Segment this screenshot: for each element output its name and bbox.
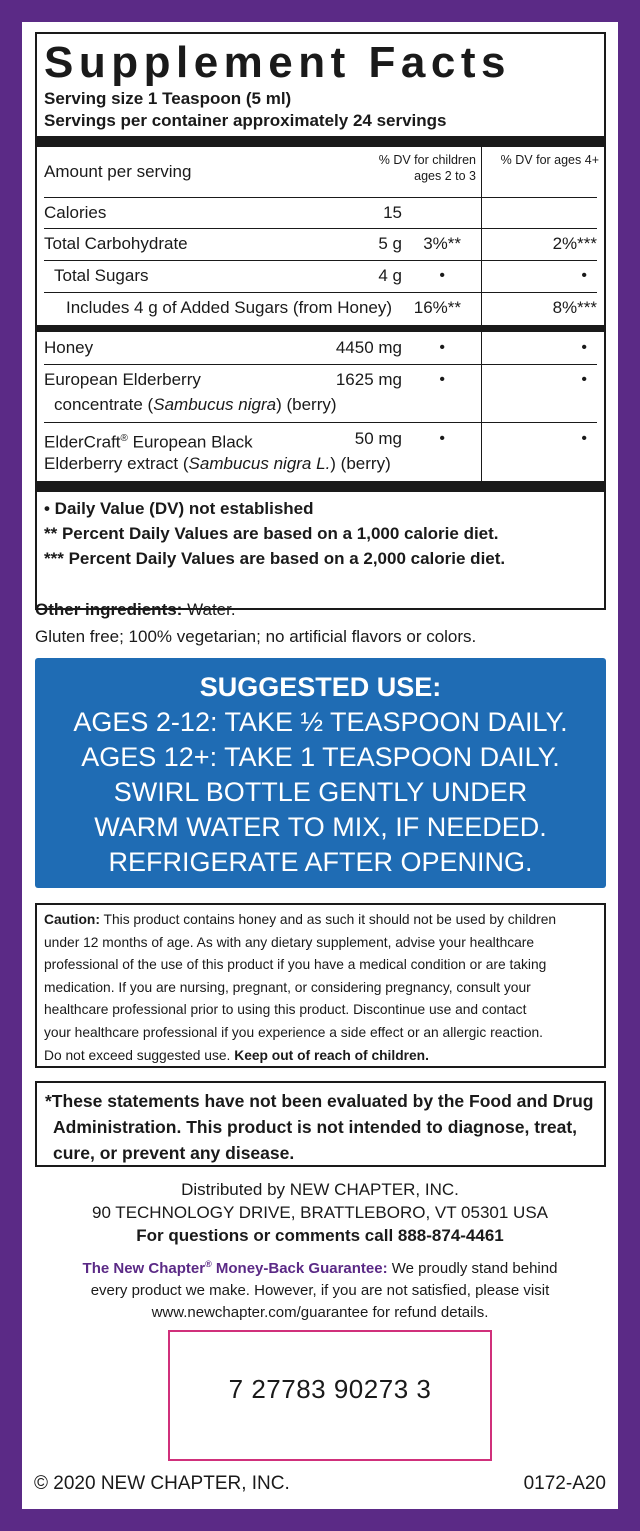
distributor-info: Distributed by NEW CHAPTER, INC. 90 TECHNOLOGY DRIVE, BRATTLEBORO, VT 05301 USA For questions or comments call 888-874-4461 bbox=[91, 1180, 548, 1245]
label-code: 0172-A20 bbox=[523, 1473, 606, 1494]
table-row: ElderCraft® European Black Elderberry extract (Sambucus nigra L.) (berry) 50 mg • • bbox=[44, 423, 597, 481]
dietary-claims: Gluten free; 100% vegetarian; no artificial flavors or colors. bbox=[35, 627, 477, 646]
divider-medium bbox=[37, 325, 604, 332]
money-back-guarantee: The New Chapter® Money-Back Guarantee: We proudly stand behind every product we make. However, if you are not satisfied, please visit www.newchapter.com/guarantee for refund details. bbox=[82, 1259, 558, 1321]
dv-children-header: % DV for children bbox=[378, 153, 476, 167]
table-row: Total Sugars 4 g • • bbox=[44, 261, 597, 293]
caution-box: Caution: This product contains honey and as such it should not be used by children under 12 months of age. As with any dietary supplement, advise your healthcare professional of the use of this product if you have a medical condition or are taking medication. If you are nursing, pregnant, or considering pregnancy, consult your healthcare professional prior to using this product. Discontinue use and contact your healthcare professional if you experience a side effect or an allergic reaction. Do not exceed suggested use. Keep out of reach of children. bbox=[35, 903, 606, 1068]
serving-size: Serving size 1 Teaspoon (5 ml) bbox=[44, 89, 292, 108]
table-row: European Elderberry concentrate (Sambucus nigra) (berry) 1625 mg • • bbox=[44, 365, 597, 423]
divider-thick bbox=[37, 136, 604, 147]
supplement-facts-table bbox=[35, 32, 606, 610]
dv-adult-header: % DV for ages 4+ bbox=[500, 153, 599, 167]
header-row bbox=[44, 147, 597, 198]
facts-title: Supplement Facts bbox=[44, 38, 511, 87]
label-panel bbox=[22, 22, 618, 1509]
barcode-box bbox=[168, 1330, 492, 1461]
fda-disclaimer: *These statements have not been evaluated by the Food and Drug Administration. This product is not intended to diagnose, treat, cure, or prevent any disease. bbox=[35, 1081, 606, 1167]
table-row: Includes 4 g of Added Sugars (from Honey) 16%** 8%*** bbox=[44, 293, 597, 325]
servings-per-container: Servings per container approximately 24 servings bbox=[44, 111, 447, 130]
amount-per-serving-label: Amount per serving bbox=[44, 162, 192, 181]
footnotes: • Daily Value (DV) not established ** Percent Daily Values are based on a 1,000 calorie diet. *** Percent Daily Values are based on a 2,000 calorie diet. bbox=[44, 499, 506, 568]
copyright: © 2020 NEW CHAPTER, INC. bbox=[34, 1473, 290, 1494]
dv-children-header-ages: ages 2 to 3 bbox=[414, 169, 476, 183]
barcode-number: 7 27783 90273 3 bbox=[228, 1374, 432, 1404]
table-row: Honey 4450 mg • • bbox=[44, 332, 597, 365]
divider-thick bbox=[37, 481, 604, 492]
suggested-use-heading: SUGGESTED USE: bbox=[199, 672, 442, 702]
suggested-use-box: SUGGESTED USE: AGES 2-12: TAKE ½ TEASPOON DAILY. AGES 12+: TAKE 1 TEASPOON DAILY. SWIRL BOTTLE GENTLY UNDER WARM WATER TO MIX, IF NEEDED. REFRIGERATE AFTER OPENING. bbox=[35, 658, 606, 888]
table-row: Calories 15 bbox=[44, 198, 597, 229]
table-row: Total Carbohydrate 5 g 3%** 2%*** bbox=[44, 229, 597, 261]
other-ingredients: Other ingredients: Water. Gluten free; 100% vegetarian; no artificial flavors or colors. bbox=[35, 596, 606, 650]
